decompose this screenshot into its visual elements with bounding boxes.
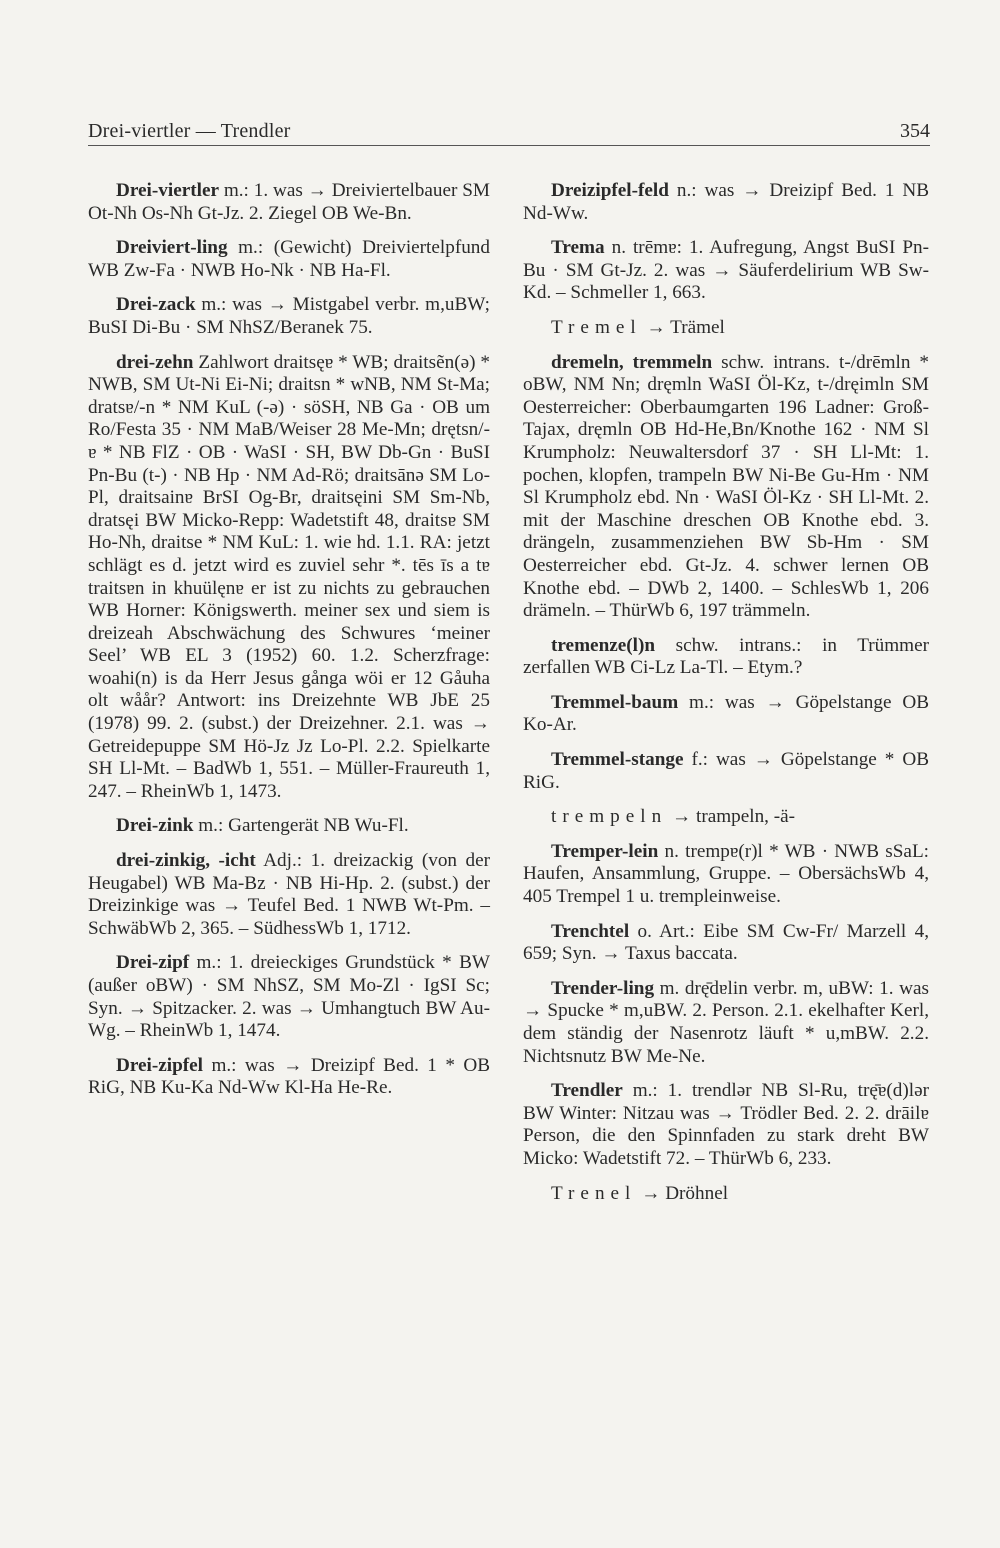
dictionary-entry bbox=[88, 815, 490, 838]
entry-headword: Drei-zipfel bbox=[116, 1054, 204, 1076]
dictionary-entry bbox=[523, 635, 929, 680]
dictionary-entry bbox=[88, 352, 490, 804]
entry-body: f.: was → Göpelstange * OB RiG. bbox=[523, 749, 929, 793]
entry-body: n. trēmɐ: 1. Aufregung, Angst BuSI Pn-Bu · SM Gt-Jz. 2. was → Säuferdelirium WB Sw-Kd. – Schmeller 1, 663. bbox=[523, 237, 929, 304]
dictionary-entry bbox=[523, 1080, 929, 1170]
entry-headword: drei-zinkig, -icht bbox=[116, 850, 256, 872]
dictionary-entry bbox=[523, 749, 929, 794]
right-column bbox=[523, 180, 929, 1217]
entry-body: Adj.: 1. dreizackig (von der Heugabel) WB Ma-Bz · NB Hi-Hp. 2. (subst.) der Dreizinkige was → Teufel Bed. 1 NWB Wt-Pm. – SchwäbWb 2, 365. – SüdhessWb 1, 1712. bbox=[88, 850, 490, 939]
dictionary-entry bbox=[523, 237, 929, 305]
entry-headword: Dreizipfel-feld bbox=[551, 180, 669, 201]
page-number: 354 bbox=[900, 120, 930, 142]
entry-body: m.: (Gewicht) Dreiviertelpfund WB Zw-Fa · NWB Ho-Nk · NB Ha-Fl. bbox=[88, 237, 490, 281]
entry-body: m.: Gartengerät NB Wu-Fl. bbox=[193, 815, 409, 837]
entry-body: m.: was → Dreizipf Bed. 1 * OB RiG, NB Ku-Ka Nd-Ww Kl-Ha He-Re. bbox=[88, 1054, 490, 1099]
dictionary-entry bbox=[523, 692, 929, 737]
entry-headword: Trema bbox=[551, 237, 605, 259]
dictionary-entry bbox=[88, 294, 490, 339]
entry-headword: Tremper-lein bbox=[551, 840, 659, 862]
entry-headword: Tremmel-baum bbox=[551, 691, 679, 713]
entry-headword: Dreiviert-ling bbox=[116, 237, 228, 259]
dictionary-entry bbox=[88, 1055, 490, 1100]
entry-headword: Drei-zack bbox=[116, 294, 196, 316]
dictionary-entry bbox=[88, 952, 490, 1042]
running-head bbox=[88, 119, 930, 146]
entry-body: m.: 1. dreieckiges Grundstück * BW (außer oBW) · SM NhSZ, SM Mo-Zl · IgSI Sc; Syn. → Spitzacker. 2. was → Umhangtuch BW Au-Wg. – RheinWb 1, 1474. bbox=[88, 952, 490, 1042]
dictionary-entry bbox=[523, 180, 929, 225]
entry-headword: Trender-ling bbox=[551, 977, 655, 999]
entry-headword: tremenze(l)n bbox=[551, 634, 656, 656]
entry-body: m.: 1. was → Dreiviertelbauer SM Ot-Nh Os-Nh Gt-Jz. 2. Ziegel OB We-Bn. bbox=[88, 180, 490, 224]
dictionary-entry bbox=[88, 180, 490, 225]
entry-headword: Drei-viertler bbox=[116, 180, 219, 201]
entry-body: → Trämel bbox=[641, 316, 725, 338]
entry-body: o. Art.: Eibe SM Cw-Fr/ Marzell 4, 659; Syn. → Taxus baccata. bbox=[523, 920, 929, 965]
entry-headword: Trendler bbox=[551, 1080, 623, 1102]
cross-reference-headword: trempeln bbox=[551, 806, 668, 828]
dictionary-entry bbox=[523, 1183, 929, 1206]
cross-reference-headword: Tremel bbox=[551, 316, 642, 338]
entry-body: → trampeln, -ä- bbox=[667, 806, 796, 828]
entry-headword: Trenchtel bbox=[551, 920, 630, 942]
entry-body: n.: was → Dreizipf Bed. 1 NB Nd-Ww. bbox=[523, 180, 929, 224]
entry-body: n. trempɐ(r)l * WB · NWB sSaL: Haufen, Ansammlung, Gruppe. – ObersächsWb 4, 405 Trempel 1 u. trempleinweise. bbox=[523, 840, 929, 908]
dictionary-entry bbox=[523, 978, 929, 1068]
entry-headword: Tremmel-stange bbox=[551, 749, 684, 771]
entry-body: Zahlwort draitsęɐ * WB; draitsẽn(ə) * NWB, SM Ut-Ni Ei-Ni; draitsn * wNB, NM St-Ma; dratsɐ/-n * NM KuL (-ə) · söSH, NB Ga · OB um Ro/Festa 35 · NM MaB/Weiser 28 Me-Mn; drętsn/-ɐ * NB FlZ · OB · WaSI · SH, BW Db-Gn · BuSI Pn-Bu (t-) · NB Hp · NM Ad-Rö; draitsānə SM Lo-Pl, draitsainɐ BrSI Og-Br, draitsęini SM Sm-Nb, dratsęi BW Micko-Repp: Wadetstift 48, draitsɐ SM Ho-Nh, draitse * NM KuL: 1. wie hd. 1.1. RA: jetzt schlägt es d. jetzt wird es zuviel sehr *. tēs īs a tɐ traitsɐn in khuülęnɐ er ist zu nichts zu gebrauchen WB Horner: Königswerth. meiner sex und siem is dreizeah Abschwächung des Schwures ‘meiner Seel’ WB EL 3 (1952) 60. 1.2. Scherzfrage: woahi(n) is da Herr Jesus gånga wöi er 12 Gåuha olt wåår? Antwort: ins Dreizehnte WB JbE 25 (1978) 99. 2. (subst.) der Dreizehner. 2.1. was → Getreidepuppe SM Hö-Jz Jz Lo-Pl. 2.2. Spielkarte SH Ll-Mt. – BadWb 1, 551. – Müller-Fraureuth 1, 247. – RheinWb 1, 1473. bbox=[88, 351, 490, 802]
entry-headword: Drei-zipf bbox=[116, 952, 190, 974]
dictionary-entry bbox=[523, 921, 929, 966]
entry-body: m. drę̄dɐlin verbr. m, uBW: 1. was → Spucke * m,uBW. 2. Person. 2.1. ekelhafter Kerl, dem ständig der Nasenrotz läuft * u,mBW. 2.2. Nichtsnutz BW Me-Ne. bbox=[523, 977, 929, 1067]
entry-body: schw. intrans.: in Trümmer zerfallen WB Ci-Lz La-Tl. – Etym.? bbox=[523, 634, 929, 679]
left-column bbox=[88, 180, 490, 1112]
dictionary-entry bbox=[523, 806, 929, 829]
dictionary-entry bbox=[523, 317, 929, 340]
entry-body: schw. intrans. t-/drēmln * oBW, NM Nn; dręmln WaSI Öl-Kz, t-/dręimln SM Oesterreicher: Oberbaumgarten 196 Ladner: Groß-Tajax, dręmln OB Hd-He,Bn/Knothe 162 · NM Sl Krumpholz: Neuwaltersdorf 37 · SH Ll-Mt: 1. pochen, klopfen, trampeln BW Ni-Be Gu-Hm · NM Sl Krumpholz ebd. Nn · WaSI Öl-Kz · SH Ll-Mt. 2. mit der Maschine dreschen OB Knothe ebd. 3. drängeln, zusammenziehen BW Sb-Hm · SM Oesterreicher ebd. Gt-Jz. 4. schwer lernen OB Knothe ebd. – DWb 2, 1400. – SchlesWb 1, 206 drämeln. – ThürWb 6, 197 trämmeln. bbox=[523, 351, 930, 622]
dictionary-entry bbox=[523, 352, 929, 623]
entry-body: m.: was → Mistgabel verbr. m,uBW; BuSI Di-Bu · SM NhSZ/Beranek 75. bbox=[88, 294, 490, 338]
dictionary-entry bbox=[88, 237, 490, 282]
dictionary-entry bbox=[523, 841, 929, 909]
entry-body: m.: 1. trendlər NB Sl-Ru, trę̄ɐ(d)lər BW Winter: Nitzau was → Trödler Bed. 2. 2. drāilɐ Person, die den Spinnfaden zu stark dreht BW Micko: Wadetstift 72. – ThürWb 6, 233. bbox=[523, 1080, 929, 1169]
entry-headword: Drei-zink bbox=[116, 815, 194, 837]
entry-headword: dremeln, tremmeln bbox=[551, 351, 713, 373]
entry-body: → Dröhnel bbox=[636, 1182, 729, 1204]
entry-body: m.: was → Göpelstange OB Ko-Ar. bbox=[523, 691, 929, 736]
entry-headword: drei-zehn bbox=[116, 351, 194, 373]
running-head-title: Drei-viertler — Trendler bbox=[88, 120, 291, 142]
cross-reference-headword: Trenel bbox=[551, 1182, 637, 1204]
dictionary-entry bbox=[88, 850, 490, 940]
